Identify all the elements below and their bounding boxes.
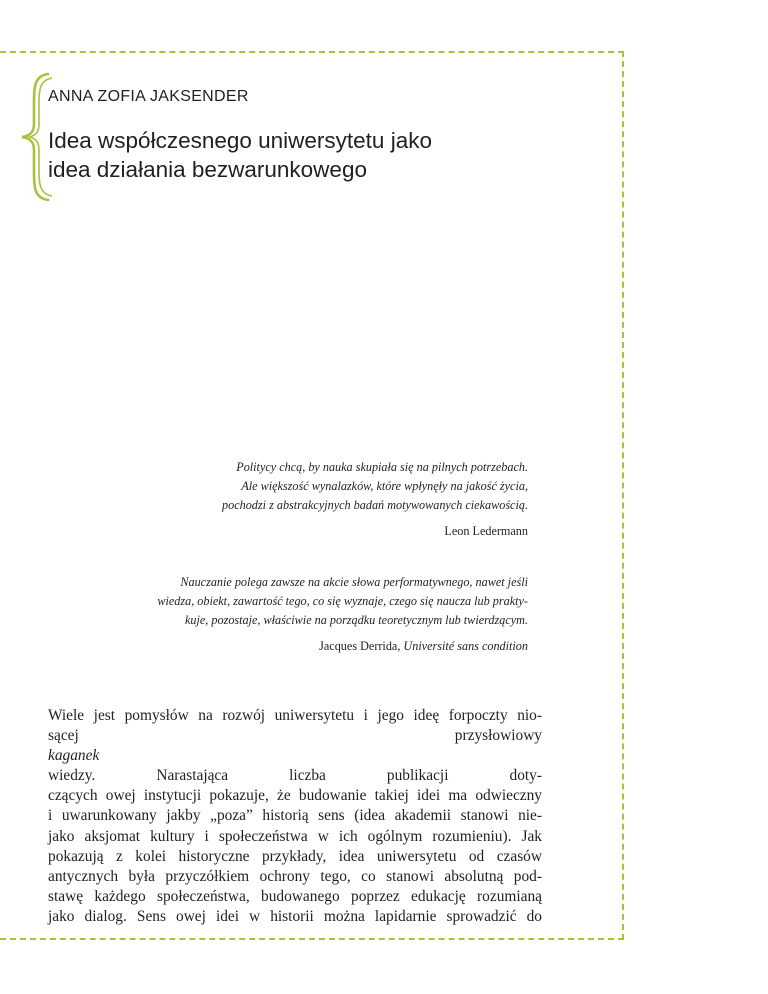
epigraph-line: Nauczanie polega zawsze na akcie słowa performatywnego, nawet jeśli <box>180 575 528 589</box>
epigraph-source-work: Université sans condition <box>403 639 528 653</box>
body-line: antycznych była przyczółkiem ochrony tego, co stanowi absolutną pod- <box>48 867 542 885</box>
title-line: idea działania bezwarunkowego <box>48 157 367 182</box>
body-text-run: wiedzy. Narastająca liczba publikacji doty- <box>48 767 542 785</box>
epigraph <box>222 458 528 541</box>
article-title <box>48 126 568 184</box>
author-name: ANNA ZOFIA JAKSENDER <box>48 88 249 105</box>
epigraph-source-author: Jacques Derrida, <box>319 639 404 653</box>
epigraph-source-author: Leon Ledermann <box>444 524 528 538</box>
body-line: jako dialog. Sens owej idei w historii można lapidarnie sprowadzić do <box>48 907 542 925</box>
body-line: stawę każdego społeczeństwa, budowanego poprzez edukację rozumianą <box>48 887 542 905</box>
body-line <box>48 726 542 786</box>
epigraph-line: kuje, pozostaje, właściwie na porządku teoretycznym lub twierdzącym. <box>185 613 528 627</box>
epigraph-line: Ale większość wynalazków, które wpłynęły na jakość życia, <box>241 479 528 493</box>
emphasized-term: kaganek <box>48 747 100 765</box>
epigraph-line: Politycy chcą, by nauka skupiała się na pilnych potrzebach. <box>236 460 528 474</box>
epigraph-source <box>157 637 528 656</box>
body-line: Wiele jest pomysłów na rozwój uniwersytetu i jego ideę forpoczty nio- <box>48 707 542 724</box>
body-line: i uwarunkowany jakby „poza” historią sens (idea akademii stanowi nie- <box>48 807 542 825</box>
body-line: pokazują z kolei historyczne przykłady, idea uniwersytetu od czasów <box>48 847 542 865</box>
epigraph-line: wiedza, obiekt, zawartość tego, co się wyznaje, czego się naucza lub prakty- <box>157 594 528 608</box>
epigraph-source <box>222 522 528 541</box>
epigraph-line: pochodzi z abstrakcyjnych badań motywowanych ciekawością. <box>222 498 528 512</box>
body-text-run: sącej przysłowiowy <box>48 727 542 745</box>
curly-brace-ornament <box>18 72 52 202</box>
body-line: jako aksjomat kultury i społeczeństwa w ich ogólnym rozumieniu). Jak <box>48 827 542 845</box>
body-line: czących owej instytucji pokazuje, że budowanie takiej idei ma odwieczny <box>48 787 542 805</box>
epigraph <box>157 573 528 656</box>
title-line: Idea współczesnego uniwersytetu jako <box>48 128 432 153</box>
body-paragraph <box>48 706 542 927</box>
